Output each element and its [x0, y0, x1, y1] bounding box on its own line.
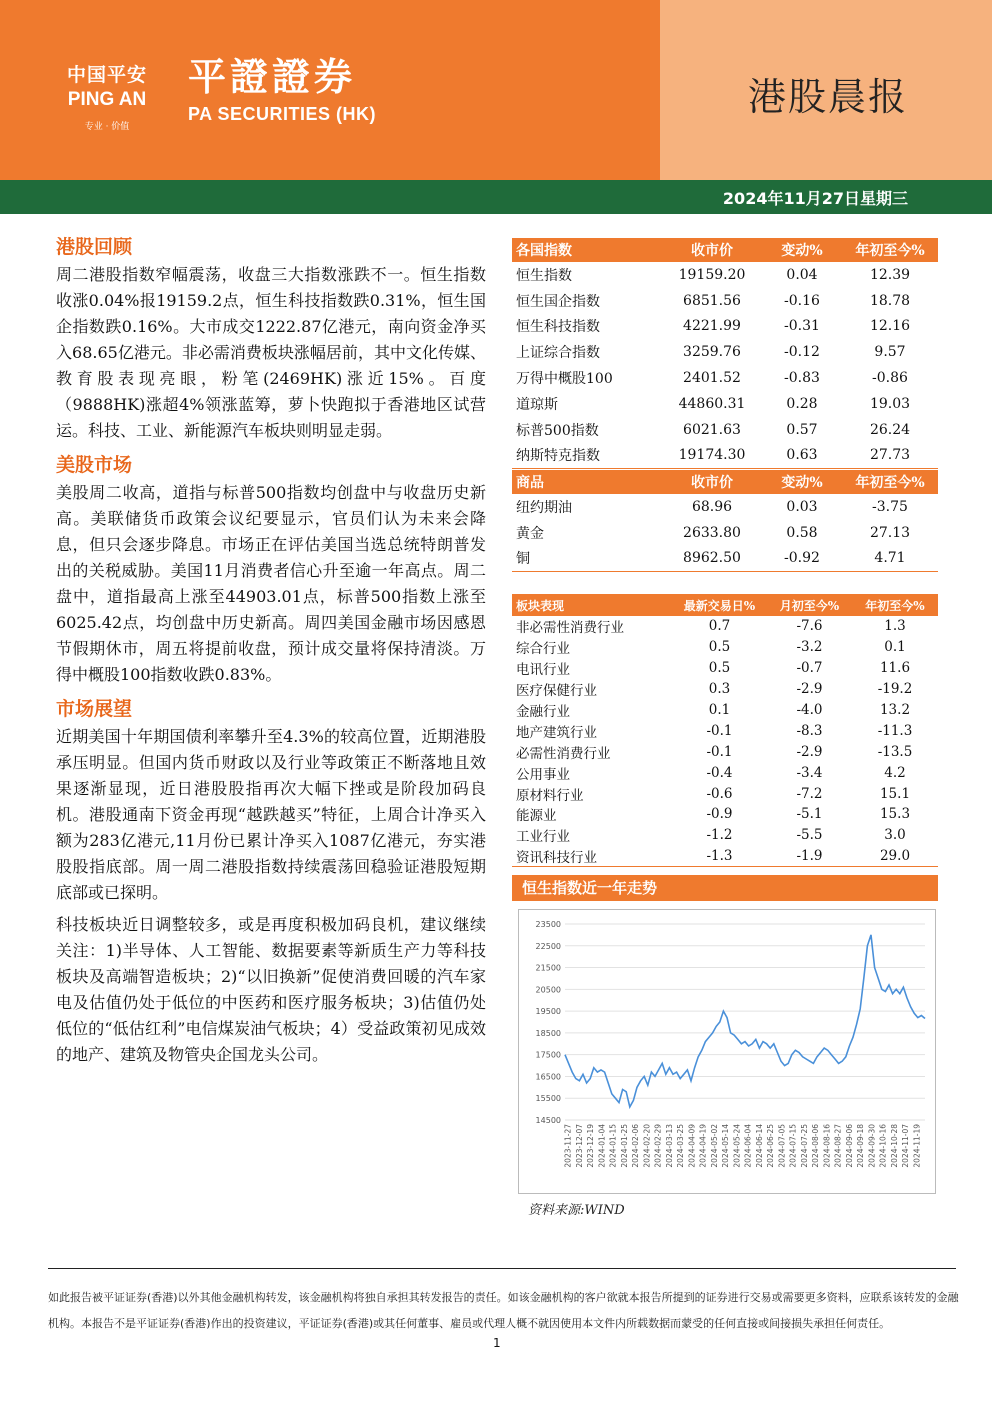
index-table-cell: 0.28 — [786, 395, 818, 412]
index-col-close: 收市价 — [662, 238, 762, 262]
x-tick-label: 2024-02-29 — [653, 1124, 663, 1168]
x-tick-label: 2024-07-25 — [799, 1124, 809, 1168]
sector-table-row — [512, 720, 938, 741]
sector-table-cell: 0.1 — [884, 639, 906, 656]
page-number: 1 — [493, 1336, 501, 1350]
sector-table-cell: -7.6 — [796, 618, 823, 635]
x-tick-label: 2024-06-14 — [754, 1124, 764, 1168]
commodity-table-cell: 8962.50 — [662, 546, 762, 572]
sector-table-cell: -0.1 — [706, 722, 733, 739]
index-table-row — [512, 288, 938, 314]
commodity-table-cell: 2633.80 — [683, 524, 741, 541]
index-col-change: 变动% — [762, 238, 842, 262]
x-tick-label: 2024-09-06 — [844, 1124, 854, 1168]
x-tick-label: 2023-12-19 — [586, 1124, 596, 1168]
sector-col-ytd: 年初至今% — [852, 594, 938, 616]
y-tick-label: 21500 — [535, 963, 561, 973]
sector-table-cell: 0.5 — [708, 660, 731, 677]
index-table-cell: 19174.30 — [662, 443, 762, 469]
x-tick-label: 2024-08-06 — [811, 1124, 821, 1168]
sector-table-cell: -0.9 — [706, 806, 733, 823]
index-table-cell: 纳斯特克指数 — [512, 443, 662, 469]
commodity-table-cell: 27.13 — [869, 524, 911, 541]
sector-table-cell: -5.5 — [796, 827, 823, 844]
sector-table-cell: -0.4 — [706, 764, 733, 781]
index-table-row — [512, 365, 938, 391]
x-tick-label: 2024-02-20 — [642, 1124, 652, 1168]
commodity-table — [512, 470, 938, 572]
report-title: 港股晨报 — [748, 75, 909, 119]
x-tick-label: 2024-11-19 — [912, 1124, 922, 1168]
index-table-cell: -0.12 — [784, 344, 820, 361]
x-tick-label: 2024-03-25 — [676, 1124, 686, 1168]
commodity-col-close: 收市价 — [662, 470, 762, 494]
commodity-table-row — [512, 546, 938, 572]
x-tick-label: 2024-04-09 — [687, 1124, 697, 1168]
index-table-cell: 19.03 — [869, 395, 911, 412]
hsi-series-line — [565, 935, 925, 1107]
index-table-cell: 道琼斯 — [516, 396, 558, 413]
x-tick-label: 2024-07-05 — [777, 1124, 787, 1168]
outlook-paragraph-1: 近期美国十年期国债利率攀升至4.3%的较高位置，近期港股承压明显。但国内货币财政以及行业等政策正不断落地且效果逐渐显现，近日港股股指再次大幅下挫或是阶段加码良机。港股通南下资金再现“越跌越买”特征，上周合计净买入额为283亿港元,11月份已累计净买入1087亿港元，夯实港股股指底部。周一周二港股指数持续震荡回稳验证港股短期底部或已探明。 — [56, 727, 486, 902]
index-table — [512, 238, 938, 469]
pingan-logo-cn: 中国平安 — [66, 64, 147, 86]
x-tick-label: 2024-05-24 — [732, 1124, 742, 1168]
chart-header: 恒生指数近一年走势 — [512, 875, 938, 901]
pingan-logo — [52, 60, 162, 132]
pingan-logo-tagline: 专业 · 价值 — [84, 122, 130, 132]
index-table-cell: 27.73 — [842, 443, 938, 469]
index-col-ytd: 年初至今% — [842, 238, 938, 262]
sector-table-cell: 工业行业 — [516, 829, 570, 846]
y-tick-label: 17500 — [535, 1050, 561, 1060]
sector-table-cell: -3.2 — [796, 639, 823, 656]
sector-table-cell: 0.5 — [708, 639, 731, 656]
sector-table — [512, 594, 938, 867]
commodity-col-name: 商品 — [512, 470, 662, 494]
index-table-row — [512, 417, 938, 443]
sector-table-row — [512, 616, 938, 637]
index-table-cell: 上证综合指数 — [516, 345, 600, 362]
index-table-row — [512, 339, 938, 365]
index-table-cell: 26.24 — [869, 421, 911, 438]
x-tick-label: 2024-05-14 — [721, 1124, 731, 1168]
sector-table-cell: -3.4 — [796, 764, 823, 781]
index-table-cell: 44860.31 — [678, 395, 746, 412]
sector-table-cell: 1.3 — [884, 618, 906, 635]
x-tick-label: 2024-08-16 — [822, 1124, 832, 1168]
left-column — [56, 232, 486, 1068]
index-table-cell: 12.39 — [869, 266, 911, 283]
sector-table-cell: 公用事业 — [516, 766, 570, 783]
disclaimer-text: 如此报告被平证证券(香港)以外其他金融机构转发，该金融机构将独自承担其转发报告的责任。如该金融机构的客户欲就本报告所提到的证券进行交易或需要更多资料，应联系该转发的金融机构。本报告不是平证证券(香港)作出的投资建议，平证证券(香港)或其任何董事、雇员或代理人概不就因使用本文件内所载数据而蒙受的任何直接或间接损失承担任何责任。 — [48, 1291, 959, 1330]
sector-table-header — [512, 594, 938, 616]
hsi-chart — [518, 909, 936, 1194]
footer-divider — [48, 1268, 956, 1269]
index-col-name: 各国指数 — [512, 238, 662, 262]
y-tick-label: 15500 — [535, 1094, 561, 1104]
index-table-cell: 9.57 — [874, 344, 906, 361]
x-tick-label: 2024-04-19 — [698, 1124, 708, 1168]
commodity-col-ytd: 年初至今% — [842, 470, 938, 494]
sector-table-cell: 地产建筑行业 — [516, 724, 597, 741]
x-tick-label: 2024-08-27 — [833, 1124, 843, 1168]
commodity-table-cell: 0.03 — [786, 498, 818, 515]
index-table-cell: 标普500指数 — [516, 422, 599, 439]
report-date: 2024年11月27日星期三 — [722, 189, 908, 208]
sector-table-cell: -1.3 — [672, 846, 767, 867]
sector-table-cell: 11.6 — [879, 660, 911, 677]
y-tick-label: 20500 — [535, 985, 561, 995]
x-tick-label: 2024-07-15 — [788, 1124, 798, 1168]
x-tick-label: 2024-09-30 — [867, 1124, 877, 1168]
index-table-cell: 0.57 — [786, 421, 818, 438]
sector-table-cell: -2.9 — [796, 743, 823, 760]
pingan-logo-en: PING AN — [67, 89, 147, 110]
sector-table-cell: 29.0 — [852, 846, 938, 867]
sector-table-cell: 4.2 — [884, 764, 906, 781]
section-title-outlook: 市场展望 — [56, 698, 133, 720]
hk-review-paragraph: 周二港股指数窄幅震荡，收盘三大指数涨跌不一。恒生指数收涨0.04%报19159.2点，恒生科技指数跌0.31%，恒生国企指数跌0.16%。大市成交1222.87亿港元，南向资金净买入68.65亿港元。非必需消费板块涨幅居前，其中文化传媒、教育股表现亮眼，粉笔(2469HK)涨近15%。百度（9888HK)涨超4%领涨蓝筹，萝卜快跑拟于香港地区试营运。科技、工业、新能源汽车板块则明显走弱。 — [56, 265, 486, 440]
index-table-cell: 2401.52 — [683, 370, 741, 387]
sector-table-row — [512, 825, 938, 846]
index-table-cell: 6021.63 — [683, 421, 741, 438]
sector-table-row — [512, 846, 938, 867]
pa-securities-logo-en: PA SECURITIES (HK) — [188, 104, 377, 124]
sector-table-cell: -0.7 — [796, 660, 823, 677]
sector-table-cell: -4.0 — [796, 702, 823, 718]
x-tick-label: 2024-05-02 — [709, 1124, 719, 1168]
sector-table-cell: 医疗保健行业 — [516, 683, 597, 700]
index-table-cell: 恒生国企指数 — [516, 293, 600, 310]
index-table-row — [512, 314, 938, 340]
sector-table-cell: -8.3 — [796, 722, 823, 739]
x-tick-label: 2024-06-04 — [743, 1124, 753, 1168]
sector-table-row — [512, 741, 938, 762]
commodity-table-row — [512, 520, 938, 546]
x-tick-label: 2024-09-18 — [856, 1124, 866, 1168]
commodity-table-cell: 铜 — [512, 546, 662, 572]
sector-table-cell: -7.2 — [796, 785, 823, 802]
index-table-header — [512, 238, 938, 262]
sector-table-cell: 能源业 — [516, 808, 557, 825]
x-tick-label: 2024-02-06 — [631, 1124, 641, 1168]
x-tick-label: 2024-01-04 — [597, 1124, 607, 1168]
sector-table-cell: -2.9 — [796, 681, 823, 698]
sector-table-cell: 0.3 — [708, 681, 731, 698]
sector-table-cell: -5.1 — [796, 806, 823, 823]
y-tick-label: 18500 — [535, 1028, 561, 1038]
sector-table-row — [512, 679, 938, 700]
sector-table-cell: 15.1 — [879, 785, 911, 802]
index-table-cell: 恒生指数 — [516, 267, 572, 284]
us-market-paragraph: 美股周二收高，道指与标普500指数均创盘中与收盘历史新高。美联储货币政策会议纪要显示，官员们认为未来会降息，但只会逐步降息。市场正在评估美国当选总统特朗普发出的关税威胁。美国11月消费者信心升至逾一年高点。周二盘中，道指最高上涨至44903.01点，标普500指数上涨至6025.42点，均创盘中历史新高。周四美国金融市场因感恩节假期休市，周五将提前收盘，预计成交量将保持清淡。万得中概股100指数收跌0.83%。 — [56, 483, 486, 684]
commodity-table-cell: 68.96 — [691, 498, 733, 515]
sector-table-cell: -0.1 — [706, 743, 733, 760]
index-table-cell: 12.16 — [869, 318, 911, 335]
sector-table-row — [512, 804, 938, 825]
commodity-table-body — [512, 494, 938, 571]
sector-table-cell: -11.3 — [877, 722, 913, 739]
index-table-row — [512, 262, 938, 288]
y-tick-label: 23500 — [535, 920, 561, 929]
sector-table-cell: 15.3 — [879, 806, 911, 823]
index-table-cell: 3259.76 — [683, 344, 741, 361]
sector-table-cell: 3.0 — [884, 827, 906, 844]
pa-securities-logo — [188, 56, 376, 125]
section-title-hk-review: 港股回顾 — [56, 236, 133, 258]
sector-table-cell: 电讯行业 — [516, 662, 570, 679]
commodity-table-cell: 黄金 — [516, 525, 544, 542]
outlook-paragraph-2: 科技板块近日调整较多，或是再度积极加码良机，建议继续关注：1)半导体、人工智能、数据要素等新质生产力等科技板块及高端智造板块；2)“以旧换新”促使消费回暖的汽车家电及估值仍处于低位的中医药和医疗服务板块；3)估值仍处低位的“低估红利”电信煤炭油气板块；4）受益政策初见成效的地产、建筑及物管央企国龙头公司。 — [56, 915, 486, 1064]
sector-table-row — [512, 700, 938, 721]
sector-table-cell: 综合行业 — [516, 641, 570, 658]
commodity-table-header — [512, 470, 938, 494]
sector-table-row — [512, 783, 938, 804]
x-tick-label: 2024-03-13 — [664, 1124, 674, 1168]
index-table-cell: 6851.56 — [683, 292, 741, 309]
x-tick-label: 2024-01-25 — [619, 1124, 629, 1168]
index-table-row — [512, 391, 938, 417]
commodity-table-cell: -0.92 — [762, 546, 842, 572]
sector-col-mtd: 月初至今% — [767, 594, 852, 616]
sector-table-cell: 必需性消费行业 — [516, 745, 611, 762]
sector-table-body — [512, 616, 938, 867]
sector-table-cell: 原材料行业 — [516, 787, 584, 804]
sector-table-cell: 金融行业 — [516, 704, 570, 720]
commodity-table-cell: 0.58 — [786, 524, 818, 541]
pa-securities-logo-cn: 平證證券 — [188, 55, 357, 99]
index-table-cell: -0.83 — [784, 370, 820, 387]
sector-table-cell: 13.2 — [879, 702, 911, 718]
index-table-cell: 0.04 — [786, 266, 818, 283]
sector-table-cell: 0.1 — [708, 702, 731, 718]
sector-table-row — [512, 658, 938, 679]
y-tick-label: 16500 — [535, 1072, 561, 1082]
sector-table-cell: -1.9 — [767, 846, 852, 867]
x-tick-label: 2024-11-07 — [901, 1124, 911, 1168]
index-table-cell: -0.86 — [872, 370, 908, 387]
y-tick-label: 22500 — [535, 941, 561, 951]
sector-table-row — [512, 637, 938, 658]
commodity-table-cell: 纽约期油 — [516, 499, 572, 516]
index-table-cell: -0.31 — [784, 318, 820, 335]
sector-table-cell: -19.2 — [877, 681, 913, 698]
index-table-body — [512, 262, 938, 468]
sector-table-cell: -13.5 — [877, 743, 913, 760]
index-table-row — [512, 443, 938, 469]
y-tick-label: 14500 — [535, 1116, 561, 1125]
sector-table-cell: -1.2 — [706, 827, 733, 844]
sector-col-name: 板块表现 — [512, 594, 672, 616]
commodity-col-change: 变动% — [762, 470, 842, 494]
index-table-cell: 18.78 — [869, 292, 911, 309]
sector-col-day: 最新交易日% — [672, 594, 767, 616]
x-tick-label: 2024-10-16 — [878, 1124, 888, 1168]
sector-table-cell: 非必需性消费行业 — [516, 620, 624, 637]
hsi-chart-svg — [519, 910, 937, 1195]
chart-source: 资料来源:WIND — [528, 1203, 625, 1218]
x-tick-label: 2023-12-07 — [574, 1124, 584, 1168]
sector-table-cell: -0.6 — [706, 785, 733, 802]
index-table-cell: 万得中概股100 — [516, 371, 613, 388]
x-tick-label: 2024-10-28 — [889, 1124, 899, 1168]
sector-table-cell: 0.7 — [708, 618, 731, 635]
index-table-cell: -0.16 — [784, 292, 820, 309]
x-tick-label: 2023-11-27 — [563, 1124, 573, 1168]
commodity-table-cell: -3.75 — [872, 498, 908, 515]
section-title-us-market: 美股市场 — [56, 454, 133, 476]
sector-table-row — [512, 762, 938, 783]
x-tick-label: 2024-06-25 — [766, 1124, 776, 1168]
sector-table-cell: 资讯科技行业 — [512, 846, 672, 867]
index-table-cell: 4221.99 — [683, 318, 741, 335]
commodity-table-cell: 4.71 — [842, 546, 938, 572]
index-table-cell: 19159.20 — [678, 266, 746, 283]
commodity-table-row — [512, 494, 938, 520]
y-tick-label: 19500 — [535, 1007, 561, 1017]
index-table-cell: 0.63 — [762, 443, 842, 469]
x-tick-label: 2024-01-15 — [608, 1124, 618, 1168]
index-table-cell: 恒生科技指数 — [516, 319, 600, 336]
